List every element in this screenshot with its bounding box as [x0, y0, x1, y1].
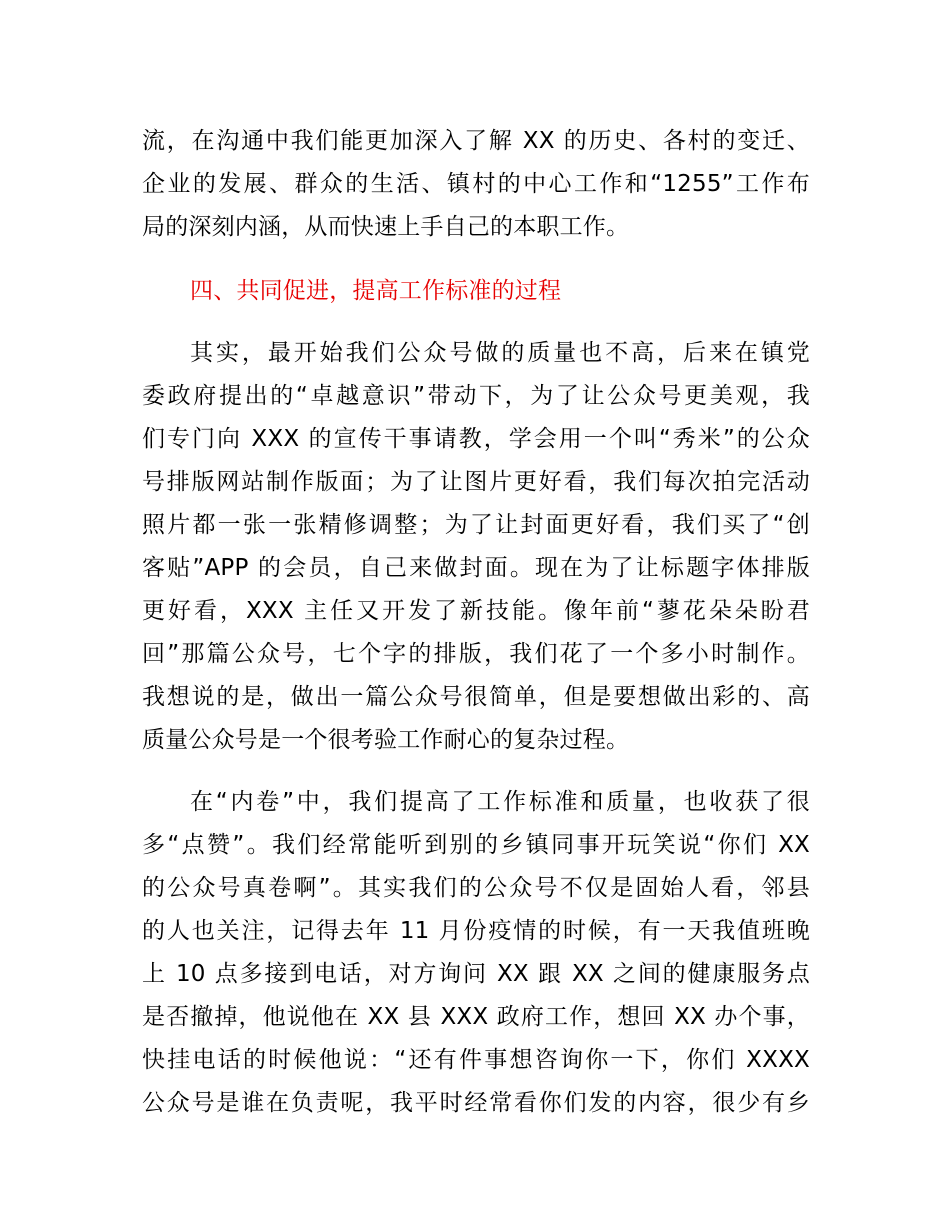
text-line: 更好看，XXX 主任又开发了新技能。像年前“蓼花朵朵盼君 — [142, 598, 810, 624]
text-line: 局的深刻内涵，从而快速上手自己的本职工作。 — [142, 214, 630, 240]
text-line: 委政府提出的“卓越意识”带动下，为了让公众号更美观，我 — [142, 383, 810, 409]
text-line: 其实，最开始我们公众号做的质量也不高，后来在镇党 — [190, 340, 810, 366]
text-line: 流，在沟通中我们能更加深入了解 XX 的历史、各村的变迁、 — [142, 128, 810, 154]
text-line: 客贴”APP 的会员，自己来做封面。现在为了让标题字体排版 — [142, 555, 810, 581]
text-line: 企业的发展、群众的生活、镇村的中心工作和“1255”工作布 — [142, 171, 810, 197]
text-line: 的公众号真卷啊”。其实我们的公众号不仅是固始人看，邻县 — [142, 875, 810, 901]
section-heading: 四、共同促进，提高工作标准的过程 — [190, 278, 562, 304]
text-line: 我想说的是，做出一篇公众号很简单，但是要想做出彩的、高 — [142, 684, 810, 710]
text-line: 的人也关注，记得去年 11 月份疫情的时候，有一天我值班晚 — [142, 918, 810, 944]
text-line: 在“内卷”中，我们提高了工作标准和质量，也收获了很 — [190, 789, 810, 815]
text-line: 质量公众号是一个很考验工作耐心的复杂过程。 — [142, 727, 630, 753]
text-line: 们专门向 XXX 的宣传干事请教，学会用一个叫“秀米”的公众 — [142, 426, 810, 452]
text-line: 号排版网站制作版面；为了让图片更好看，我们每次拍完活动 — [142, 469, 810, 495]
text-line: 多“点赞”。我们经常能听到别的乡镇同事开玩笑说“你们 XX — [142, 832, 810, 858]
text-line: 照片都一张一张精修调整；为了让封面更好看，我们买了“创 — [142, 512, 810, 538]
text-line: 上 10 点多接到电话，对方询问 XX 跟 XX 之间的健康服务点 — [142, 961, 810, 987]
text-line: 快挂电话的时候他说：“还有件事想咨询你一下，你们 XXXX — [142, 1047, 810, 1073]
text-line: 回”那篇公众号，七个字的排版，我们花了一个多小时制作。 — [142, 641, 810, 667]
text-line: 是否撤掉，他说他在 XX 县 XXX 政府工作，想回 XX 办个事， — [142, 1004, 810, 1030]
text-line: 公众号是谁在负责呢，我平时经常看你们发的内容，很少有乡 — [142, 1090, 810, 1116]
